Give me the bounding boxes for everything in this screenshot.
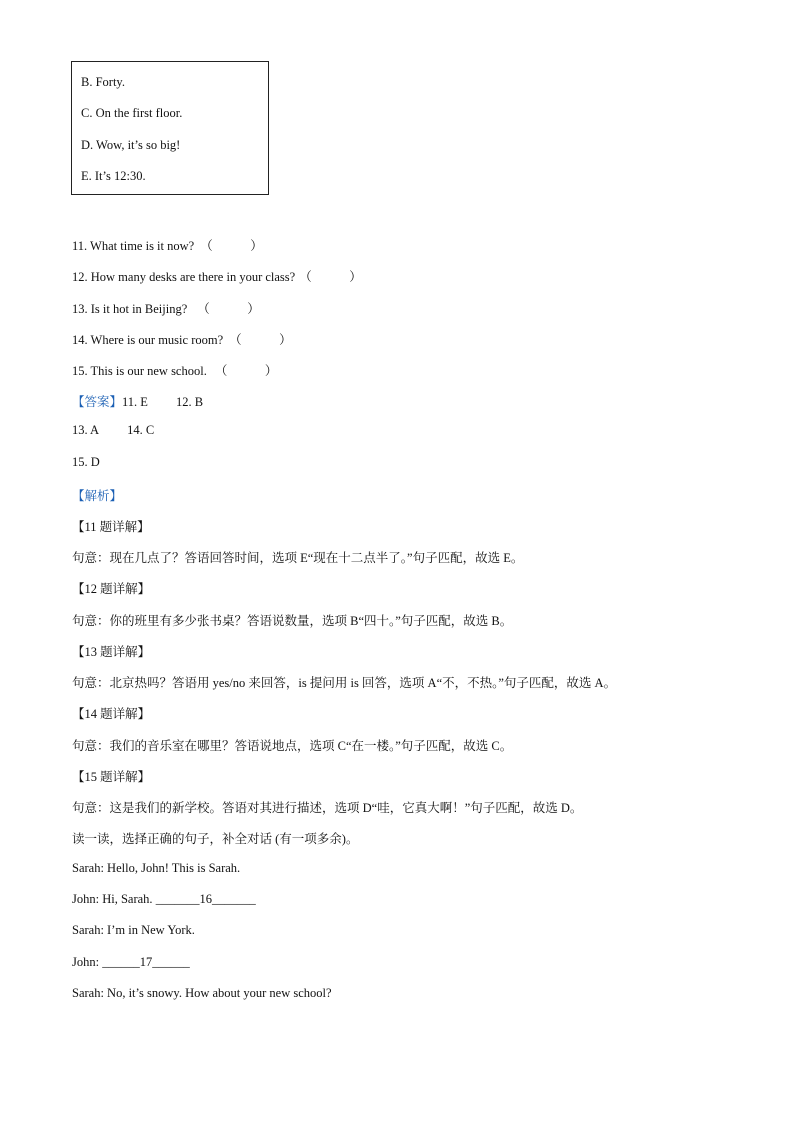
question-15 bbox=[72, 361, 277, 379]
answer-12: 12. B bbox=[175, 395, 204, 409]
blank-17: ______17______ bbox=[102, 955, 190, 969]
analysis-11-body: 句意：现在几点了？答语回答时间，选项 E“现在十二点半了。”句子匹配，故选 E。 bbox=[72, 551, 524, 565]
analysis-12-heading: 【12 题详解】 bbox=[72, 582, 151, 596]
question-11 bbox=[72, 236, 263, 254]
question-text: 11. What time is it now? bbox=[72, 239, 195, 253]
analysis-tag: 【解析】 bbox=[72, 489, 123, 503]
answer-paren: （ ） bbox=[299, 270, 362, 284]
option-e: E. It’s 12:30. bbox=[81, 169, 146, 183]
options-box bbox=[71, 61, 269, 195]
answer-paren: （ ） bbox=[200, 239, 263, 253]
dialogue-text: John: bbox=[72, 955, 103, 969]
answer-paren: （ ） bbox=[229, 333, 292, 347]
analysis-11-heading: 【11 题详解】 bbox=[72, 520, 150, 534]
dialogue-line-3: Sarah: I’m in New York. bbox=[72, 923, 195, 937]
answer-paren: （ ） bbox=[214, 364, 278, 378]
question-text: 13. Is it hot in Beijing? bbox=[72, 302, 188, 316]
answer-tag: 【答案】 bbox=[72, 395, 123, 409]
dialogue-line-1: Sarah: Hello, John! This is Sarah. bbox=[72, 861, 241, 875]
answer-11: 11. E bbox=[122, 395, 148, 409]
question-14 bbox=[72, 330, 292, 348]
answer-15: 15. D bbox=[72, 455, 100, 469]
dialogue-line-2 bbox=[72, 892, 256, 907]
answer-paren: （ ） bbox=[197, 302, 260, 316]
analysis-13-heading: 【13 题详解】 bbox=[72, 645, 151, 659]
blank-16: _______16_______ bbox=[155, 892, 256, 906]
analysis-13-body: 句意：北京热吗？答语用 yes/no 来回答，is 提问用 is 回答，选项 A“不，不热。”句子匹配，故选 A。 bbox=[72, 676, 617, 690]
analysis-15-body: 句意：这是我们的新学校。答语对其进行描述，选项 D“哇，它真大啊！”句子匹配，故选 D。 bbox=[72, 801, 583, 815]
analysis-12-body: 句意：你的班里有多少张书桌？答语说数量，选项 B“四十。”句子匹配，故选 B。 bbox=[72, 614, 513, 628]
analysis-14-heading: 【14 题详解】 bbox=[72, 707, 151, 721]
dialogue-text: John: Hi, Sarah. bbox=[72, 892, 156, 906]
analysis-14-body: 句意：我们的音乐室在哪里？答语说地点，选项 C“在一楼。”句子匹配，故选 C。 bbox=[72, 739, 513, 753]
question-13 bbox=[72, 299, 260, 317]
question-text: 12. How many desks are there in your class? bbox=[72, 270, 296, 284]
question-12 bbox=[72, 267, 362, 285]
answer-row-3 bbox=[72, 455, 100, 470]
dialogue-line-5: Sarah: No, it’s snowy. How about your new school? bbox=[72, 986, 332, 1000]
option-c: C. On the first floor. bbox=[81, 106, 183, 120]
option-b: B. Forty. bbox=[81, 75, 125, 89]
answer-row-1 bbox=[72, 392, 203, 410]
dialogue-line-4 bbox=[72, 955, 190, 970]
answer-13: 13. A bbox=[72, 423, 100, 437]
option-d: D. Wow, it’s so big! bbox=[81, 138, 181, 152]
answer-14: 14. C bbox=[127, 423, 155, 437]
answer-row-2 bbox=[72, 423, 154, 438]
question-text: 15. This is our new school. bbox=[72, 364, 207, 378]
question-text: 14. Where is our music room? bbox=[72, 333, 224, 347]
section-instruction: 读一读，选择正确的句子，补全对话 (有一项多余)。 bbox=[72, 832, 359, 846]
analysis-15-heading: 【15 题详解】 bbox=[72, 770, 151, 784]
